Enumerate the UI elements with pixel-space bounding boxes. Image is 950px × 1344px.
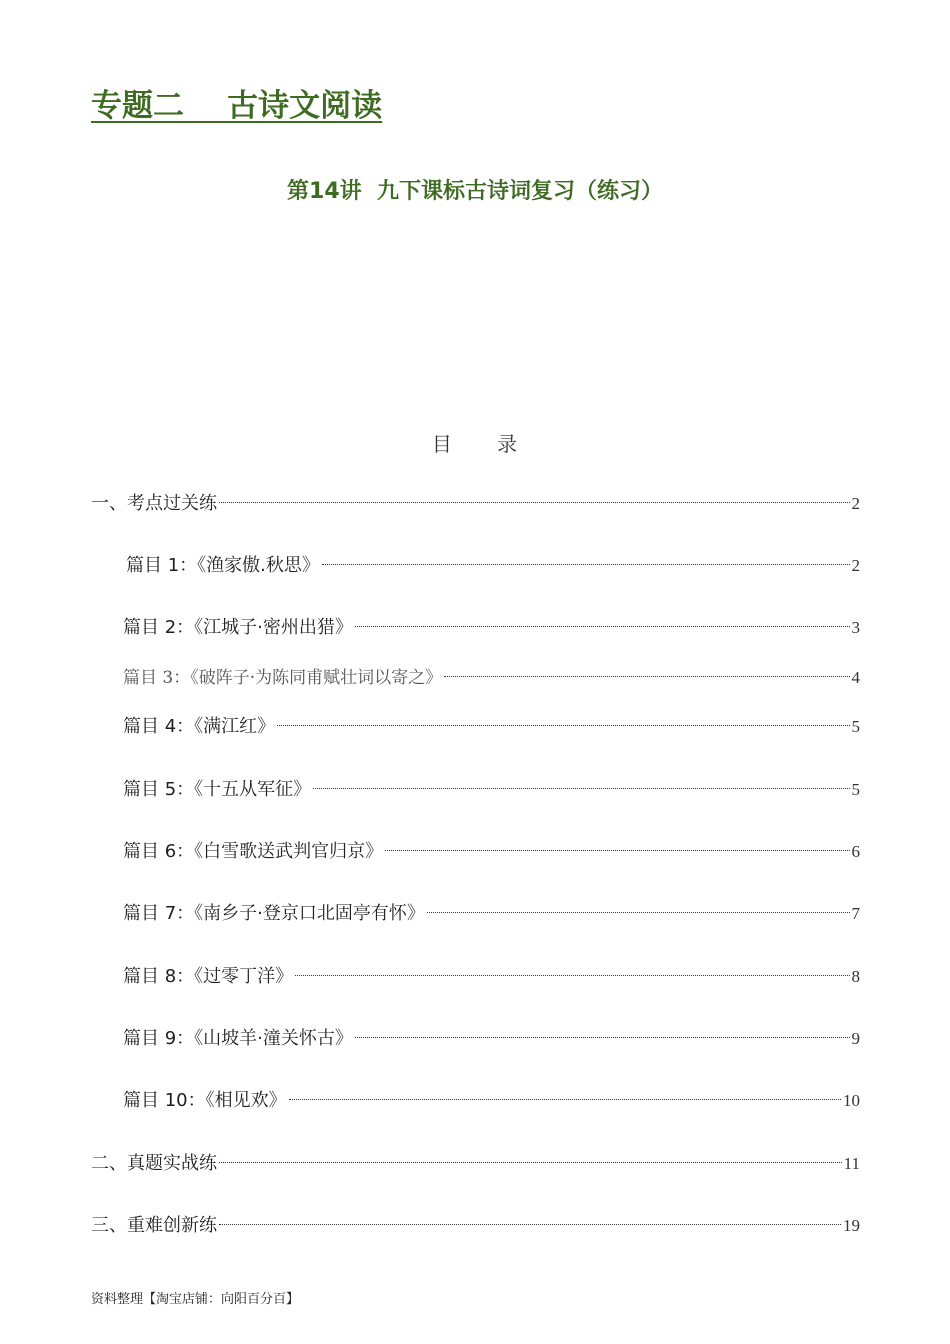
toc-page-number: 11 [843, 1154, 860, 1173]
toc-entry-label: 篇目 6：《白雪歌送武判官归京》 [123, 841, 384, 862]
toc-entry-label: 篇目 4：《满江红》 [123, 716, 276, 737]
toc-entry-article-2[interactable] [123, 613, 860, 643]
toc-entry-label: 篇目 5：《十五从军征》 [123, 779, 312, 800]
toc-entry-label: 篇目 8：《过零丁洋》 [123, 966, 294, 987]
toc-entry-label: 一、考点过关练 [91, 493, 217, 514]
toc-entry-section-1[interactable] [91, 489, 860, 519]
toc-dot-leader [444, 676, 849, 677]
page-heading: 专题二 古诗文阅读 [91, 88, 383, 124]
toc-entry-article-9[interactable] [123, 1024, 860, 1054]
toc-dot-leader [219, 1224, 841, 1225]
toc-entry-label: 篇目 10：《相见欢》 [123, 1090, 287, 1111]
toc-entry-label: 篇目 1：《渔家傲.秋思》 [126, 555, 320, 576]
toc-entry-article-10[interactable] [123, 1086, 860, 1116]
toc-page-number: 8 [851, 967, 860, 986]
toc-page-number: 10 [843, 1091, 860, 1110]
toc-entry-label: 三、重难创新练 [91, 1215, 217, 1236]
toc-dot-leader [219, 1162, 842, 1163]
toc-entry-article-7[interactable] [123, 899, 860, 929]
toc-entry-label: 篇目 2：《江城子·密州出猎》 [123, 617, 353, 638]
toc-dot-leader [385, 850, 849, 851]
footer-note: 资料整理【淘宝店铺：向阳百分百】 [91, 1292, 300, 1307]
toc-page-number: 5 [851, 780, 860, 799]
toc-page-number: 3 [851, 618, 860, 637]
toc-entry-label: 二、真题实战练 [91, 1153, 217, 1174]
toc-entry-article-4[interactable] [123, 712, 860, 742]
toc-entry-label: 篇目 3：《破阵子·为陈同甫赋壮词以寄之》 [123, 668, 443, 688]
toc-page-number: 19 [843, 1216, 860, 1235]
toc-entry-article-1[interactable] [126, 551, 860, 581]
toc-heading: 目 录 [431, 432, 519, 456]
toc-entry-article-8[interactable] [123, 962, 860, 992]
toc-entry-label: 篇目 9：《山坡羊·潼关怀古》 [123, 1028, 353, 1049]
toc-page-number: 6 [851, 842, 860, 861]
toc-entry-article-5[interactable] [123, 775, 860, 805]
toc-page-number: 2 [851, 556, 860, 575]
toc-page-number: 9 [851, 1029, 860, 1048]
toc-entry-label: 篇目 7：《南乡子·登京口北固亭有怀》 [123, 903, 425, 924]
toc-entry-section-3[interactable] [91, 1211, 860, 1241]
toc-entry-article-3[interactable] [123, 663, 860, 693]
lesson-title: 第14讲 九下课标古诗词复习（练习） [287, 179, 663, 204]
toc-page-number: 7 [851, 904, 860, 923]
toc-entry-article-6[interactable] [123, 837, 860, 867]
toc-dot-leader [355, 1037, 850, 1038]
toc-page-number: 4 [851, 668, 860, 687]
toc-dot-leader [427, 912, 850, 913]
toc-dot-leader [295, 975, 849, 976]
toc-page-number: 2 [851, 494, 860, 513]
toc-page-number: 5 [851, 717, 860, 736]
toc-dot-leader [355, 626, 850, 627]
toc-dot-leader [277, 725, 849, 726]
toc-dot-leader [313, 788, 849, 789]
toc-dot-leader [289, 1099, 841, 1100]
toc-dot-leader [322, 564, 850, 565]
toc-dot-leader [219, 502, 850, 503]
toc-entry-section-2[interactable] [91, 1149, 860, 1179]
